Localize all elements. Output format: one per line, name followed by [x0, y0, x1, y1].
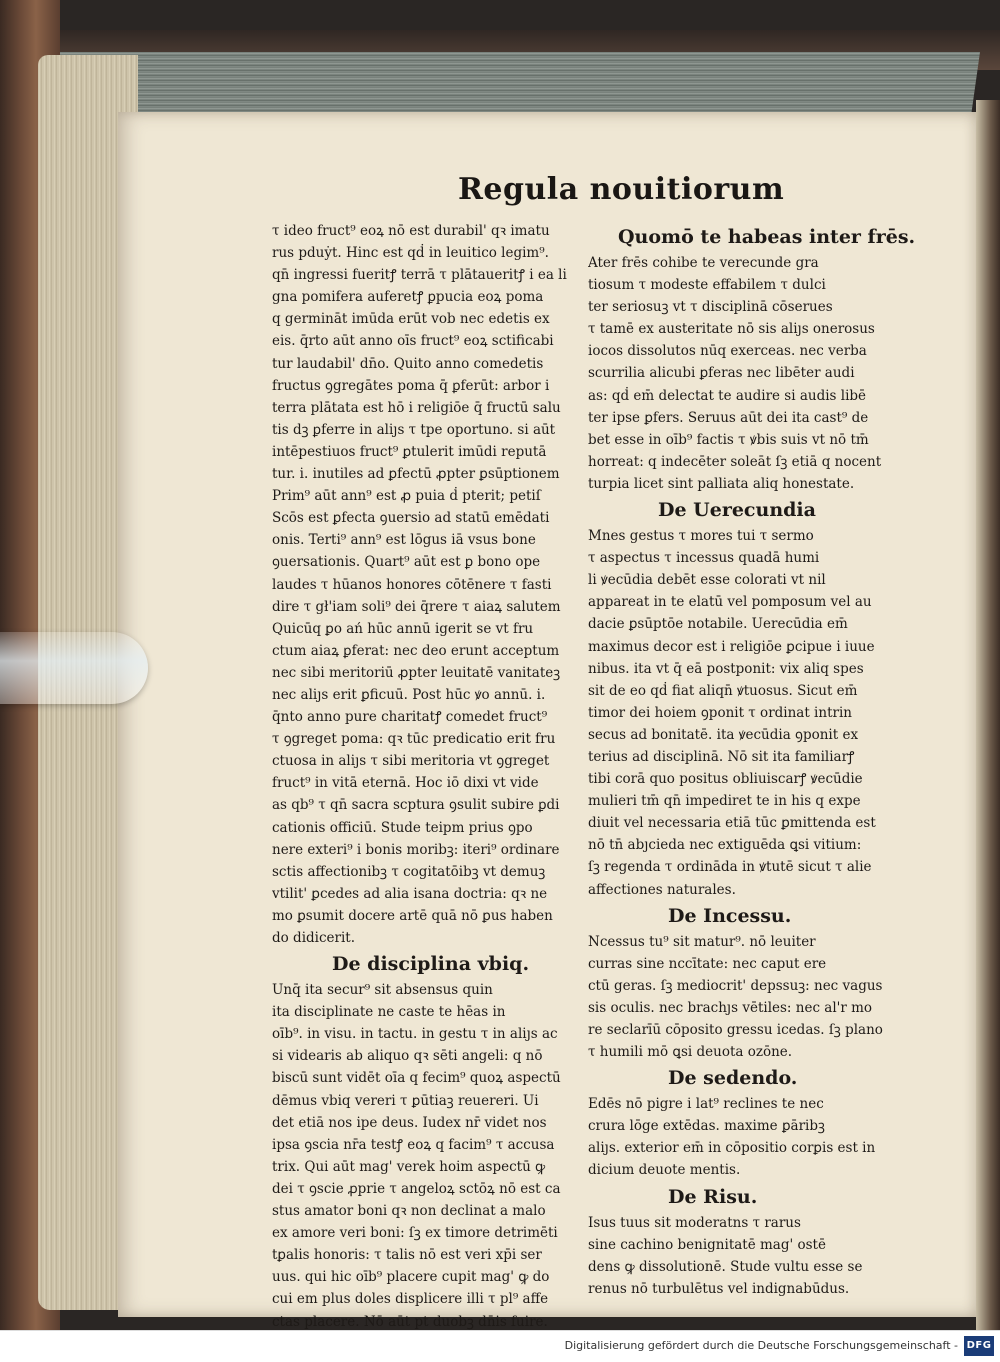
text-line: Scōs est ꝑfecta ꝯuersio ad statū emēdati: [272, 510, 550, 527]
text-line: nere exteri⁹ i bonis moribꝫ: iteri⁹ ordinare: [272, 841, 560, 858]
text-line: maximus decor est i religiōe ꝑcipue i iuue: [588, 638, 875, 655]
text-line: ter ipse ꝑfers. Seruus aūt dei ita cast⁹ de: [588, 409, 869, 426]
text-line: appareat in te elatū vel pomposum vel au: [588, 594, 872, 611]
text-line: trix. Qui aūt mag' verek hoim aspectū ꝙ: [272, 1158, 546, 1175]
text-line: as qb⁹ τ qn̄ sacra scptura ꝯsulit subire ꝑdi: [272, 797, 560, 814]
text-line: ctū geras. ſꝫ mediocrit' depssuꝫ: nec vagus: [588, 977, 883, 994]
funding-notice: Digitalisierung gefördert durch die Deutsche Forschungsgemeinschaft -: [564, 1339, 958, 1352]
book-right-edge: [976, 100, 1000, 1330]
text-line: dēmus vbiq vereri τ ꝑūtiaꝫ reuereri. Ui: [272, 1092, 539, 1109]
text-line: terra plātata est hō i religiōe q̄ fructū salu: [272, 399, 561, 416]
text-line: q germināt imūda erūt vob nec edetis ex: [272, 311, 550, 328]
text-line: Mnes gestus τ mores tui τ sermo: [588, 528, 814, 545]
running-heading: Regula nouitiorum: [458, 172, 785, 207]
text-line: τ tamē ex austeritate nō sis aliȷs onerosus: [588, 321, 875, 338]
text-line: ter seriosuꝫ vt τ disciplinā cōserues: [588, 299, 833, 316]
text-line: nec sibi meritoriū ꝓpter leuitatē vanitateꝫ: [272, 664, 561, 681]
text-line: cui em plus doles displicere illi τ pl⁹ affe: [272, 1291, 549, 1308]
text-line: ctuosa in aliȷs τ sibi meritoria vt ꝯgreget: [272, 753, 550, 770]
text-line: τ ideo fruct⁹ eoꝝ nō est durabil' qꝛ imatu: [272, 223, 550, 239]
dfg-logo: DFG: [964, 1336, 994, 1356]
right-paragraph-2: [588, 525, 888, 901]
right-paragraph-5: [588, 1212, 888, 1300]
right-paragraph-4: [588, 1093, 888, 1181]
text-line: si videaris ab aliquo qꝛ sēti angeli: q nō: [272, 1048, 543, 1065]
text-line: li ꝟecūdia debēt esse colorati vt nil: [588, 572, 826, 589]
text-line: ſꝫ regenda τ ordināda in ꝟtutē sicut τ alie: [588, 859, 872, 876]
text-line: curras sine nccītate: nec caput ere: [588, 955, 827, 972]
text-line: secus ad bonitatē. ita ꝟecūdia ꝯponit ex: [588, 726, 859, 743]
left-paragraph-1: [272, 220, 572, 949]
text-line: q̄nto anno pure charitatꝭ comedet fruct⁹: [272, 709, 548, 726]
text-line: renus nō turbulētus vel indignabūdus.: [588, 1280, 850, 1297]
text-line: terius ad disciplinā. Nō sit ita familiarꝭ: [588, 748, 855, 765]
footer-bar: [0, 1330, 1000, 1362]
text-line: sis oculis. nec brachȷs vētiles: nec al'r mo: [588, 999, 873, 1016]
text-line: onis. Terti⁹ ann⁹ est lōgus iā vsus bone: [272, 532, 536, 549]
text-line: dacie ꝑsūptōe notabile. Uerecūdia em̄: [588, 616, 848, 633]
text-line: Prim⁹ aūt ann⁹ est ꝓ puia ḋ pterit; petiſ: [272, 488, 541, 505]
text-line: dire τ gł'iam soli⁹ dei q̄rere τ aiaꝝ salutem: [272, 598, 561, 615]
text-line: iocos dissolutos nūq exerceas. nec verba: [588, 343, 867, 360]
text-line: ꝯuersationis. Quart⁹ aūt est ꝑ bono ope: [272, 554, 541, 571]
text-line: bet esse in oīb⁹ factis τ ꝟbis suis vt nō tm̄: [588, 431, 869, 448]
text-line: diuit vel necessaria etiā tūc ꝑmittenda est: [588, 815, 876, 832]
text-line: oīb⁹. in visu. in tactu. in gestu τ in aliȷs ac: [272, 1026, 558, 1043]
section-heading-sedendo: De sedendo.: [668, 1067, 798, 1090]
text-line: ita disciplinate ne caste te hēas in: [272, 1004, 506, 1021]
text-line: sctis affectionibꝫ τ cogitatōibꝫ vt demuꝫ: [272, 863, 546, 880]
text-line: tꝑalis honoris: τ talis nō est veri xp̄i ser: [272, 1247, 542, 1264]
text-line: crura lōge extēdas. maxime ꝑāribꝫ: [588, 1118, 825, 1135]
text-line: dicium deuote mentis.: [588, 1162, 741, 1179]
text-line: turpia licet sint palliata aliq honestate.: [588, 475, 855, 492]
text-line: fructus ꝯgregātes poma q̄ ꝑferūt: arbor i: [272, 377, 550, 394]
text-line: mulieri tm̄ qn̄ impediret te in his q expe: [588, 793, 861, 810]
text-line: sine cachino benignitatē mag' ostē: [588, 1236, 826, 1253]
text-line: Ater frēs cohibe te verecunde gra: [588, 255, 819, 271]
left-paragraph-2: [272, 979, 572, 1330]
text-line: Quicūq ꝑo ań hūc annū igerit se vt fru: [272, 620, 534, 637]
text-line: as: qḋ em̄ delectat te audire si audis libē: [588, 387, 867, 404]
left-text-column: [272, 220, 572, 1330]
text-line: aliȷs. exterior em̄ in cōpositio corꝑis est in: [588, 1140, 876, 1157]
text-line: ex amore veri boni: ſꝫ ex timore detrimēti: [272, 1225, 558, 1242]
text-line: fruct⁹ in vitā eternā. Hoc iō dixi vt vide: [272, 775, 539, 792]
text-line: qn̄ ingressi fueritꝭ terrā τ plātaueritꝭ i ea li: [272, 267, 567, 284]
text-line: cationis officiū. Stude teipm prius ꝯpo: [272, 819, 533, 836]
right-text-column: [588, 222, 916, 1300]
section-heading-risu: De Risu.: [668, 1185, 758, 1208]
text-line: τ ꝯgreget poma: qꝛ tūc predicatio erit fru: [272, 731, 556, 748]
text-line: vtilit' ꝑcedes ad alia isana doctria: qꝛ ne: [272, 885, 548, 902]
text-line: nec aliȷs erit ꝑficuū. Post hūc ꝟo annū. i.: [272, 686, 546, 703]
text-line: Edēs nō pigre i lat⁹ reclines te nec: [588, 1096, 824, 1113]
text-line: biscū sunt vidēt oīa q fecim⁹ quoꝝ aspectū: [272, 1070, 561, 1087]
text-line: affectiones naturales.: [588, 881, 736, 898]
text-line: nibus. ita vt q̄ eā postponit: vix aliq spes: [588, 660, 864, 677]
text-line: eis. q̄rto aūt anno oīs fruct⁹ eoꝝ sctificabi: [272, 333, 554, 350]
text-line: uus. qui hic oīb⁹ placere cupit mag' ꝙ do: [272, 1269, 550, 1286]
text-line: mo ꝑsumit docere artē quā nō ꝑus haben: [272, 907, 553, 924]
text-line: tur. i. inutiles ad ꝑfectū ꝓpter ꝑsūptionem: [272, 466, 560, 483]
text-line: det etiā nos ipe deus. Iudex nr̄ videt nos: [272, 1114, 547, 1131]
text-line: do didicerit.: [272, 930, 356, 946]
text-line: sit de eo qḋ fiat aliqn̄ ꝟtuosus. Sicut em̄: [588, 682, 858, 699]
text-line: ctas placere. Nō aūt pt duobꝫ dn̄is fuire.: [272, 1313, 548, 1330]
text-line: Unq̄ ita secur⁹ sit absensus quin: [272, 982, 493, 999]
text-line: horreat: q indecēter soleāt ſꝫ etiā q nocent: [588, 453, 882, 470]
text-line: tis dꝫ ꝑferre in aliȷs τ tpe oportuno. si aūt: [272, 421, 556, 438]
text-line: dens ꝙ dissolutionē. Stude vultu esse se: [588, 1258, 863, 1275]
section-heading-verecundia: De Uerecundia: [658, 499, 816, 522]
text-line: gna pomifera auferetꝭ ꝑpucia eoꝝ poma: [272, 289, 544, 306]
text-line: scurrilia alicubi ꝑferas nec libēter audi: [588, 365, 855, 382]
text-line: tibi corā quo positus obliuiscarꝭ ꝟecūdie: [588, 771, 863, 788]
text-line: Isus tuus sit moderatns τ rarus: [588, 1214, 801, 1231]
text-line: Ncessus tu⁹ sit matur⁹. nō leuiter: [588, 933, 816, 950]
text-line: nō tn̄ abȷcieda nec extiguēda ꝗsi vitium:: [588, 837, 862, 854]
page-clamp: [0, 632, 148, 704]
section-heading-fratres: Quomō te habeas inter frēs.: [618, 226, 916, 248]
text-line: tiosum τ modeste effabilem τ dulci: [588, 277, 826, 294]
right-paragraph-1: [588, 252, 888, 495]
text-line: dei τ ꝯscie ꝓprie τ angeloꝝ sctōꝝ nō est ca: [272, 1180, 561, 1197]
text-line: ctum aiaꝝ ꝑferat: nec deo erunt acceptum: [272, 642, 560, 659]
text-line: timor dei hoiem ꝯponit τ ordinat intrin: [588, 704, 852, 721]
text-line: intēpestiuos fruct⁹ ꝑtulerit imūdi reputā: [272, 443, 547, 460]
text-line: stus amator boni qꝛ non declinat a malo: [272, 1203, 546, 1220]
text-line: re seclarīū cōposito gressu icedas. ſꝫ plano: [588, 1022, 883, 1038]
section-heading-incessu: De Incessu.: [668, 904, 792, 927]
text-line: τ humili mō ꝗsi deuota ozōne.: [588, 1044, 793, 1061]
text-line: τ aspectus τ incessus quadā humi: [588, 550, 820, 567]
text-line: tur laudabil' dn̄o. Quito anno comedetis: [272, 355, 544, 372]
section-heading-disciplina: De disciplina vbiq.: [332, 953, 530, 976]
text-line: rus pduẏt. Hinc est qḋ in leuitico legim⁹.: [272, 245, 549, 262]
right-paragraph-3: [588, 931, 888, 1064]
text-line: laudes τ hūanos honores cōtēnere τ fasti: [272, 576, 552, 593]
text-line: ipsa ꝯscia nr̄a testꝭ eoꝝ q facim⁹ τ accusa: [272, 1136, 555, 1153]
